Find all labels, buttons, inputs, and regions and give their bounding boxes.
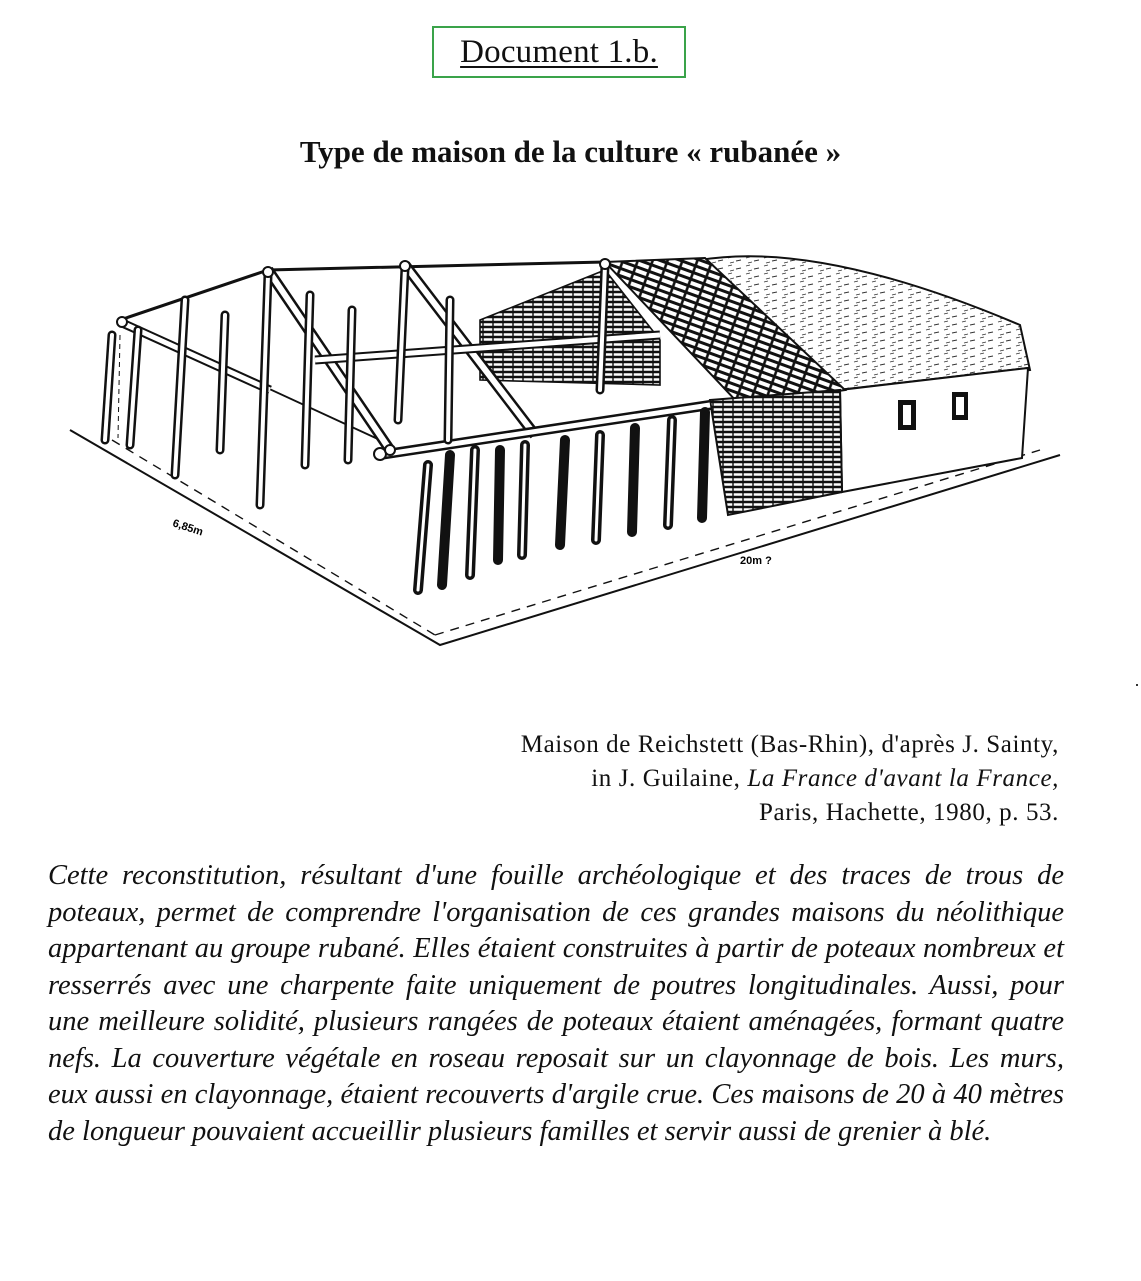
- body-paragraph: Cette reconstitution, résultant d'une fouille archéologique et des traces de trous de poteaux, permet de comprendre l'organisation de ces grandes maisons du néolithique appartenant au groupe rubané. Elles étaient construites à partir de poteaux nombreux et resserrés avec une charpente faite uniquement de poutres longitudinales. Aussi, pour une meilleure solidité, plusieurs rangées de poteaux étaient aménagées, formant quatre nefs. La couverture végétale en roseau reposait sur un clayonnage de bois. Les murs, eux aussi en clayonnage, étaient recouverts d'argile crue. Ces maisons de 20 à 40 mètres de longueur pouvaient accueillir plusieurs familles et servir aussi de grenier à blé.: [48, 860, 1064, 1147]
- image-credit: [521, 728, 1059, 830]
- document-label-box: [432, 26, 686, 78]
- credit-line-3: Paris, Hachette, 1980, p. 53.: [759, 799, 1059, 826]
- document-label: Document 1.b.: [460, 33, 658, 70]
- house-illustration: [60, 240, 1080, 660]
- credit-line-1: Maison de Reichstett (Bas-Rhin), d'après J. Sainty,: [520, 731, 1059, 758]
- credit-prefix: in J. Guilaine,: [591, 765, 748, 792]
- credit-book-title: La France d'avant la France,: [747, 765, 1059, 792]
- length-dimension-label: 20m ?: [740, 555, 772, 567]
- credit-line-2: [521, 762, 1059, 796]
- page-title: Type de maison de la culture « rubanée »: [299, 134, 842, 169]
- scan-speck: [1136, 684, 1138, 686]
- width-dimension-label: 6,85m: [171, 517, 205, 539]
